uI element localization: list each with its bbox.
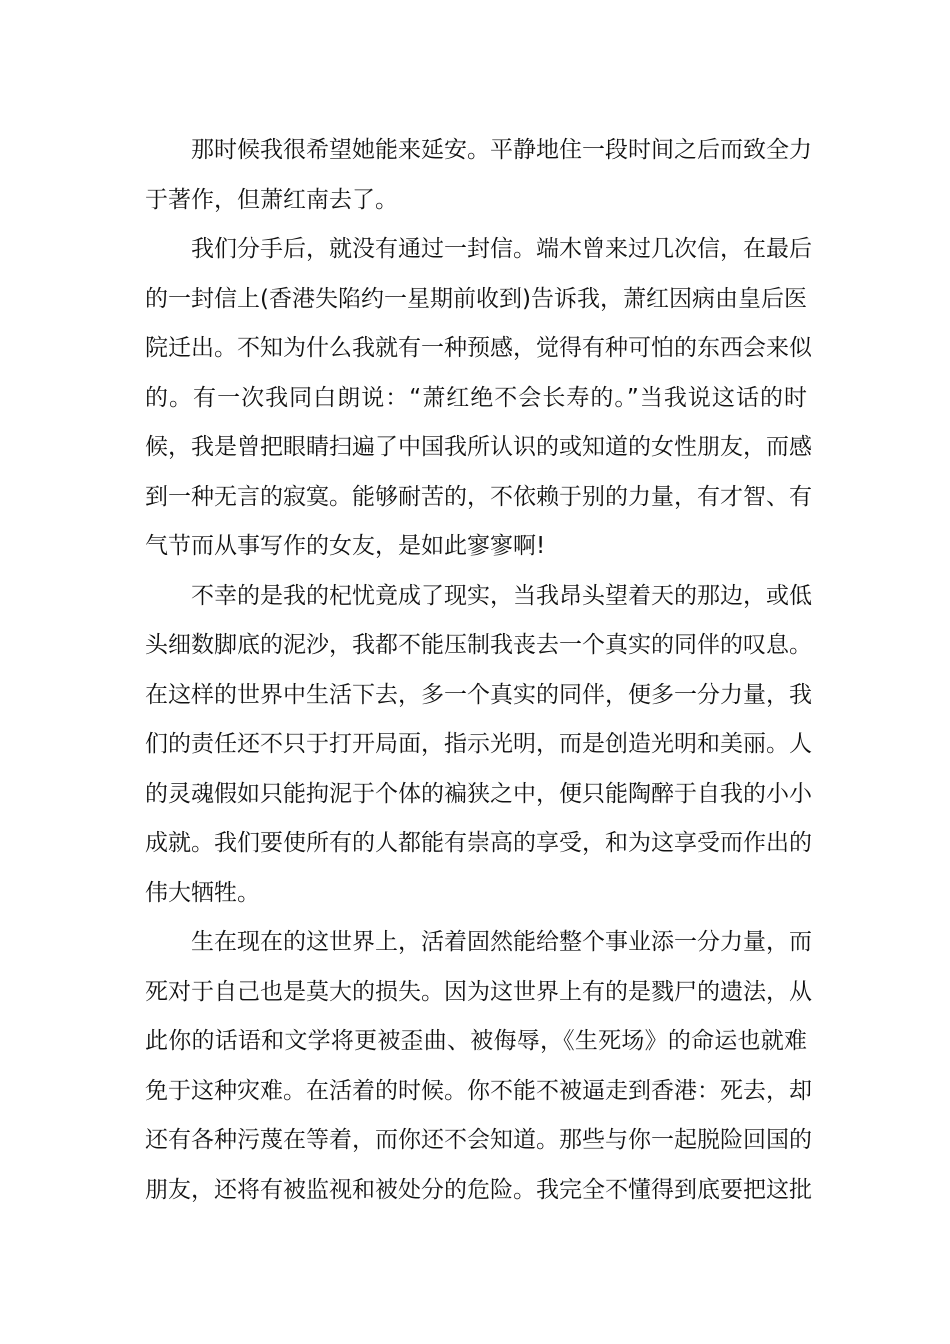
text-line: 朋友，还将有被监视和被处分的危险。我完全不懂得到底要把这批 xyxy=(145,1176,812,1203)
text-line: 不幸的是我的杞忧竟成了现实，当我昂头望着天的那边，或低 xyxy=(191,582,812,609)
text-line: 此你的话语和文学将更被歪曲、被侮辱，《生死场》的命运也就难 xyxy=(145,1028,807,1054)
text-line: 头细数脚底的泥沙，我都不能压制我丧去一个真实的同伴的叹息。 xyxy=(145,632,812,658)
text-line: 的。有一次我同白朗说：“萧红绝不会长寿的。”当我说这话的时 xyxy=(145,384,807,411)
text-line: 伟大牺牲。 xyxy=(145,879,260,906)
text-line: 免于这种灾难。在活着的时候。你不能不被逼走到香港：死去，却 xyxy=(145,1077,812,1104)
text-line: 那时候我很希望她能来延安。平静地住一段时间之后而致全力 xyxy=(191,137,812,163)
text-line: 死对于自己也是莫大的损失。因为这世界上有的是戮尸的遗法，从 xyxy=(145,978,812,1005)
paragraph-2 xyxy=(145,225,812,572)
text-line: 于著作，但萧红南去了。 xyxy=(145,186,398,213)
text-line: 我们分手后，就没有通过一封信。端木曾来过几次信，在最后 xyxy=(191,236,812,262)
text-line: 到一种无言的寂寞。能够耐苦的，不依赖于别的力量，有才智、有 xyxy=(145,483,812,510)
text-line: 院迁出。不知为什么我就有一种预感，觉得有种可怕的东西会来似 xyxy=(145,335,812,361)
article-body xyxy=(145,126,812,1215)
text-line: 生在现在的这世界上，活着固然能给整个事业添一分力量，而 xyxy=(191,929,812,955)
text-line: 的灵魂假如只能拘泥于个体的褊狭之中，便只能陶醉于自我的小小 xyxy=(145,780,812,807)
text-line: 成就。我们要使所有的人都能有崇高的享受，和为这享受而作出的 xyxy=(145,830,812,856)
paragraph-1 xyxy=(145,126,812,225)
text-line: 的一封信上(香港失陷约一星期前收到)告诉我，萧红因病由皇后医 xyxy=(145,285,807,312)
text-line: 们的责任还不只于打开局面，指示光明，而是创造光明和美丽。人 xyxy=(145,731,812,757)
text-line: 气节而从事写作的女友，是如此寥寥啊! xyxy=(145,533,546,559)
paragraph-3 xyxy=(145,572,812,919)
text-line: 还有各种污蔑在等着，而你还不会知道。那些与你一起脱险回国的 xyxy=(145,1127,812,1153)
text-line: 在这样的世界中生活下去，多一个真实的同伴，便多一分力量，我 xyxy=(145,681,812,708)
text-line: 候，我是曾把眼睛扫遍了中国我所认识的或知道的女性朋友，而感 xyxy=(145,434,812,460)
paragraph-4 xyxy=(145,918,812,1215)
